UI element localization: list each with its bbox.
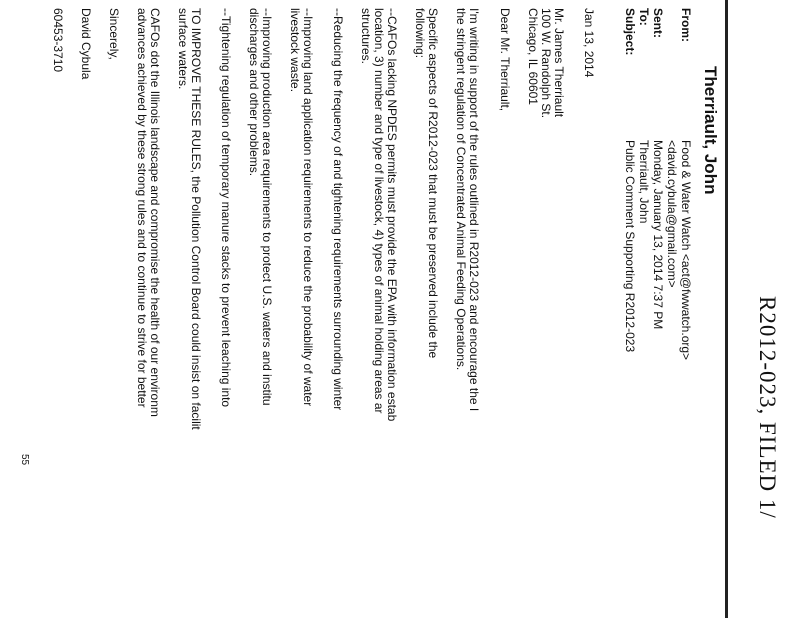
bullet-1-line-2: location, 3) number and type of livestock, 4) types of animal holding areas ar [372, 8, 386, 414]
bullet-3-line-1: --Improving land application requirements to reduce the probability of water [301, 8, 315, 407]
paragraph-4-line-2: advances achieved by these strong rules and to continue to strive for better [135, 8, 149, 408]
from-label: From: [679, 8, 693, 42]
from-value: Food & Water Watch <act@fwwatch.org> [679, 140, 693, 361]
sent-label: Sent: [651, 8, 665, 38]
sent-value: Monday, January 13, 2014 7:37 PM [651, 140, 665, 330]
header-rule [725, 0, 728, 618]
bullet-3-line-2: livestock waste. [288, 8, 302, 93]
paragraph-1-line-1: I'm writing in support of the rules outlined in R2012-023 and encourage the I [467, 8, 481, 412]
recipient-name: Therriault, John [701, 66, 720, 195]
address-line-1: Mr. James Therriault [552, 8, 566, 118]
bullet-2: --Reducing the frequency of and tightening requirements surrounding winter [331, 8, 345, 411]
address-line-3: Chicago, IL 60601 [526, 8, 540, 105]
page-number: 55 [19, 454, 30, 466]
to-label: To: [637, 8, 651, 26]
subject-label: Subject: [623, 8, 637, 56]
paragraph-3-line-1: TO IMPROVE THESE RULES, the Pollution Control Board could insist on facilit [189, 8, 203, 430]
filing-stamp: R2012-023, FILED 1/ [755, 296, 780, 519]
bullet-1-line-3: structures. [359, 8, 373, 65]
to-value: Therriault, John [637, 140, 651, 224]
paragraph-2-line-1: Specific aspects of R2012-023 that must be preserved include the [426, 8, 440, 359]
subject-value: Public Comment Supporting R2012-023 [623, 140, 637, 353]
paragraph-3-line-2: surface waters. [176, 8, 190, 90]
closing: Sincerely, [107, 8, 121, 60]
letter-date: Jan 13, 2014 [582, 8, 596, 78]
bullet-1-line-1: --CAFOs lacking NPDES permits must provide the EPA with information estab [385, 8, 399, 422]
from-email: <david.cybula@gmail.com> [665, 140, 679, 288]
paragraph-2-line-2: following: [413, 8, 427, 59]
paragraph-1-line-2: the stringent regulation of Concentrated Animal Feeding Operations. [454, 8, 468, 371]
bullet-4-line-2: discharges and other problems. [247, 8, 261, 177]
signer-zip: 60453-3710 [51, 8, 65, 73]
paragraph-4-line-1: CAFOs dot the Illinois landscape and compromise the health of our environm [148, 8, 162, 417]
salutation: Dear Mr. Therriault, [498, 8, 512, 112]
bullet-5: --Tightening regulation of temporary manure stacks to prevent leaching into [219, 8, 233, 408]
bullet-4-line-1: --Improving production area requirements to protect U.S. waters and institu [260, 8, 274, 406]
signer-name: David Cybula [79, 8, 93, 80]
address-line-2: 100 W. Randolph St. [539, 8, 553, 119]
